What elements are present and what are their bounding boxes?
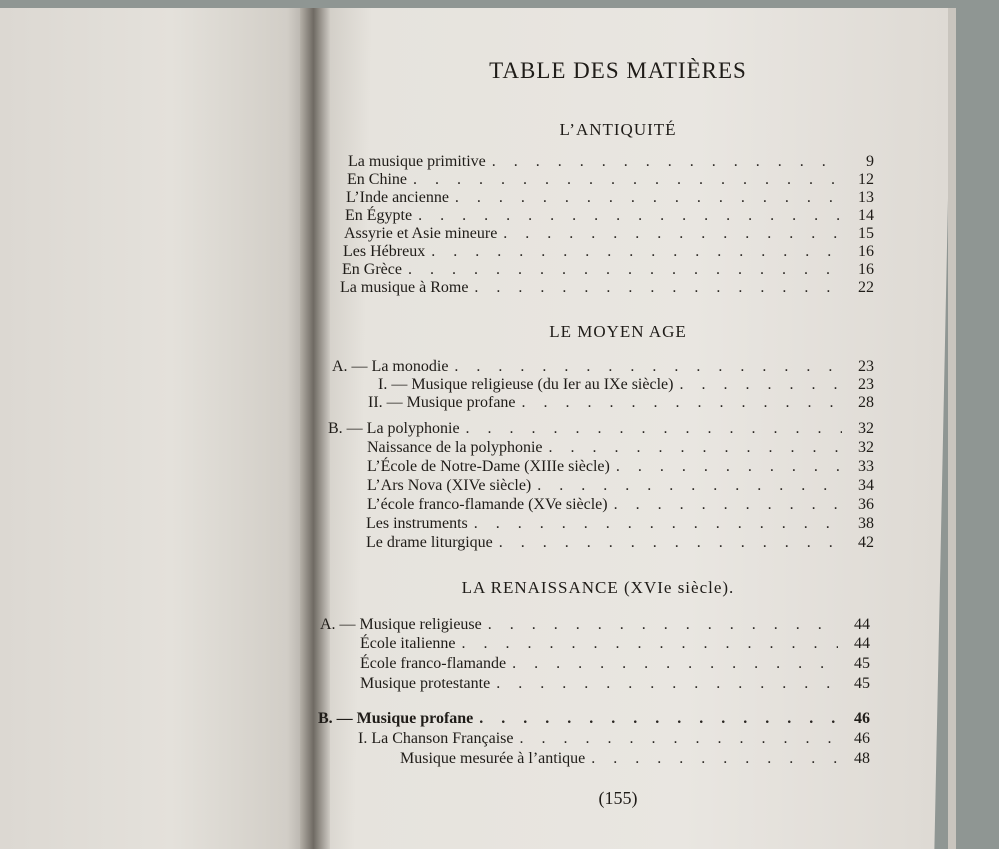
toc-entry-page: 32 — [858, 439, 874, 456]
toc-entry-page: 44 — [854, 635, 870, 652]
toc-entry-page: 45 — [854, 655, 870, 672]
leader-dots — [496, 675, 838, 693]
leader-dots — [679, 376, 842, 394]
leader-dots — [466, 420, 842, 438]
toc-entry-page: 34 — [858, 477, 874, 494]
toc-entry-page: 33 — [858, 458, 874, 475]
toc-entry — [378, 376, 874, 394]
toc-entry-label: En Chine — [347, 171, 407, 188]
toc-entry — [340, 279, 874, 297]
toc-entry-page: 12 — [858, 171, 874, 188]
toc-entry-label: I. — Musique religieuse (du Ier au IXe siècle) — [378, 376, 674, 393]
toc-entry — [367, 458, 874, 476]
toc-entry — [347, 171, 874, 189]
leader-dots — [520, 730, 838, 748]
toc-entry — [360, 655, 870, 673]
toc-entry-label: La musique primitive — [348, 153, 486, 170]
page-edge — [948, 8, 956, 849]
left-page — [0, 8, 312, 849]
leader-dots — [549, 439, 843, 457]
leader-dots — [474, 279, 842, 297]
leader-dots — [591, 750, 838, 768]
toc-entry — [368, 394, 874, 412]
section-heading-renaissance: LA RENAISSANCE (XVIe siècle). — [461, 578, 735, 597]
table-of-contents — [318, 50, 918, 840]
toc-entry-page: 22 — [858, 279, 874, 296]
leader-dots — [488, 616, 838, 634]
leader-dots — [512, 655, 838, 673]
toc-entry-label: Les Hébreux — [343, 243, 426, 260]
toc-entry-page: 32 — [858, 420, 874, 437]
toc-entry-label: Assyrie et Asie mineure — [344, 225, 498, 242]
leader-dots — [616, 458, 842, 476]
toc-entry-page: 16 — [858, 243, 874, 260]
toc-entry-page: 46 — [854, 730, 870, 747]
toc-entry-page: 28 — [858, 394, 874, 411]
toc-entry — [360, 635, 870, 653]
leader-dots — [454, 358, 842, 376]
toc-entry-label: Musique protestante — [360, 675, 491, 692]
page-number: (155) — [598, 788, 638, 808]
toc-entry — [348, 153, 874, 171]
toc-entry-page: 23 — [858, 376, 874, 393]
toc-entry — [346, 189, 874, 207]
leader-dots — [474, 515, 842, 533]
toc-entry-label: En Grèce — [342, 261, 402, 278]
toc-entry-page: 42 — [858, 534, 874, 551]
toc-entry-label: A. — La monodie — [332, 358, 449, 375]
section-heading-antiquite: L’ANTIQUITÉ — [559, 120, 677, 139]
toc-entry — [400, 750, 870, 768]
toc-entry-page: 38 — [858, 515, 874, 532]
toc-entry-label: En Égypte — [345, 207, 413, 224]
toc-entry-page: 9 — [866, 153, 874, 170]
toc-entry-label: Naissance de la polyphonie — [367, 439, 543, 456]
toc-entry-page: 48 — [854, 750, 870, 767]
toc-entry-page: 46 — [854, 710, 870, 727]
toc-entry — [342, 261, 874, 279]
toc-entry — [344, 225, 874, 243]
toc-entry-page: 14 — [858, 207, 874, 224]
toc-entry — [360, 675, 870, 693]
toc-entry-page: 36 — [858, 496, 874, 513]
toc-entry-label: École italienne — [360, 635, 456, 652]
leader-dots — [537, 477, 842, 495]
toc-entry-label: École franco-flamande — [360, 655, 507, 672]
toc-entry-page: 16 — [858, 261, 874, 278]
leader-dots — [499, 534, 842, 552]
toc-entry-page: 15 — [858, 225, 874, 242]
leader-dots — [614, 496, 842, 514]
leader-dots — [418, 207, 842, 225]
toc-entry — [318, 710, 870, 728]
toc-entry-label: L’École de Notre-Dame (XIIIe siècle) — [367, 458, 610, 475]
toc-entry — [343, 243, 874, 261]
toc-entry-label: La musique à Rome — [340, 279, 469, 296]
leader-dots — [431, 243, 842, 261]
leader-dots — [503, 225, 842, 243]
toc-entry — [367, 477, 874, 495]
toc-entry-label: B. — La polyphonie — [328, 420, 460, 437]
toc-entry — [358, 730, 870, 748]
toc-entry-page: 44 — [854, 616, 870, 633]
toc-entry-label: Le drame liturgique — [366, 534, 493, 551]
leader-dots — [479, 710, 838, 728]
leader-dots — [492, 153, 842, 171]
page-title: TABLE DES MATIÈRES — [489, 58, 747, 83]
leader-dots — [522, 394, 842, 412]
toc-entry — [367, 496, 874, 514]
toc-entry — [367, 439, 874, 457]
toc-entry-page: 13 — [858, 189, 874, 206]
toc-entry-label: B. — Musique profane — [318, 710, 474, 727]
toc-entry-label: II. — Musique profane — [368, 394, 516, 411]
toc-entry — [366, 515, 874, 533]
toc-entry — [366, 534, 874, 552]
toc-entry-label: Musique mesurée à l’antique — [400, 750, 586, 767]
toc-entry-label: I. La Chanson Française — [358, 730, 514, 747]
section-heading-moyen-age: LE MOYEN AGE — [549, 322, 687, 341]
toc-entry-label: L’école franco-flamande (XVe siècle) — [367, 496, 608, 513]
toc-entry-page: 45 — [854, 675, 870, 692]
leader-dots — [413, 171, 842, 189]
leader-dots — [455, 189, 842, 207]
leader-dots — [408, 261, 842, 279]
toc-entry-label: L’Ars Nova (XIVe siècle) — [367, 477, 532, 494]
toc-entry — [345, 207, 874, 225]
leader-dots — [462, 635, 838, 653]
toc-entry — [320, 616, 870, 634]
toc-entry-page: 23 — [858, 358, 874, 375]
toc-entry-label: Les instruments — [366, 515, 468, 532]
toc-entry-label: A. — Musique religieuse — [320, 616, 482, 633]
toc-entry-label: L’Inde ancienne — [346, 189, 449, 206]
toc-entry — [328, 420, 874, 438]
toc-entry — [332, 358, 874, 376]
